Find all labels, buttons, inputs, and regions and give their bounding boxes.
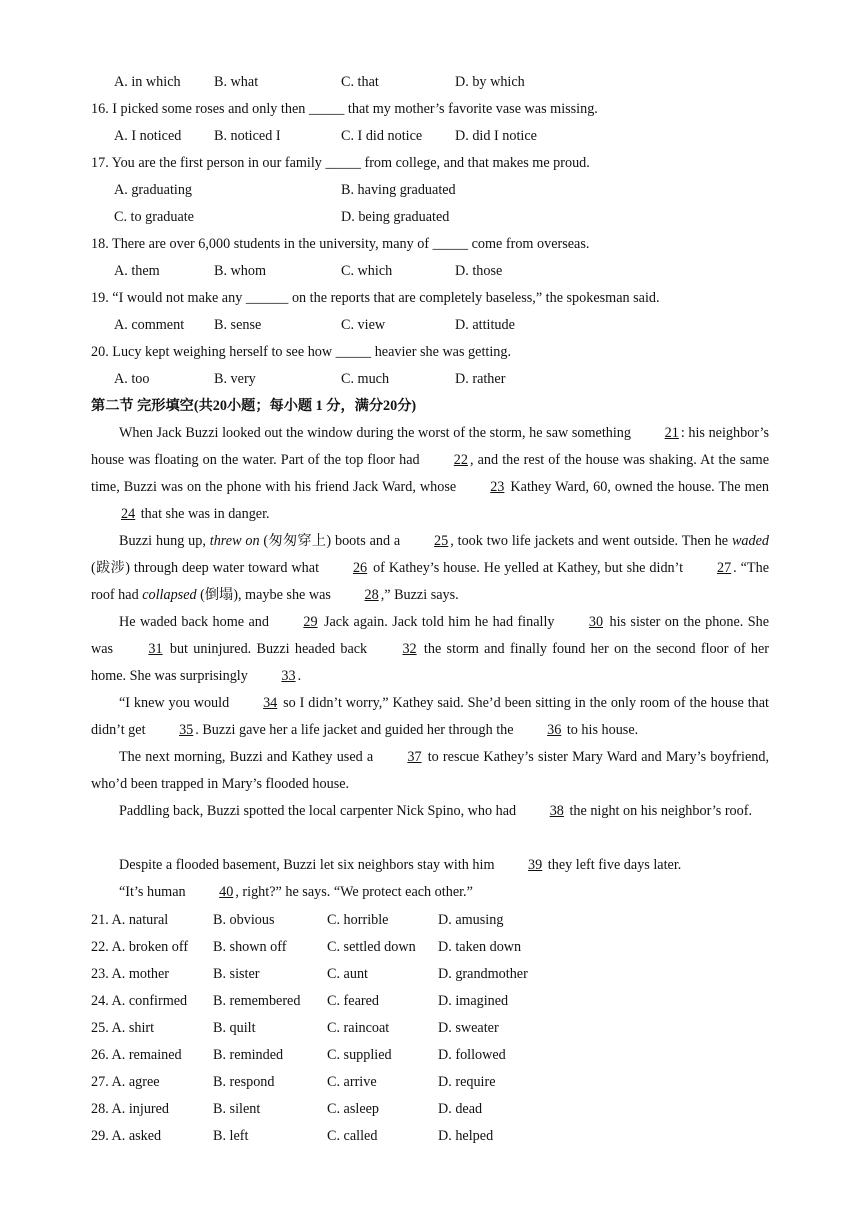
choice-a: 26. A. remained — [91, 1047, 182, 1063]
choice-a: 27. A. agree — [91, 1074, 160, 1090]
option-c: C. to graduate — [114, 209, 194, 225]
option-a: A. graduating — [114, 182, 193, 198]
choice-d: D. followed — [438, 1047, 506, 1063]
choice-d: D. amusing — [438, 912, 504, 928]
passage-text: . — [297, 668, 302, 684]
choice-c: C. settled down — [327, 939, 416, 955]
passage-text: “It’s human — [119, 884, 190, 900]
option-b: B. having graduated — [341, 182, 456, 198]
choice-a: 28. A. injured — [91, 1101, 170, 1117]
q17-stem: 17. You are the first person in our family _____ from college, and that makes me proud. — [91, 155, 590, 171]
choice-a: 24. A. confirmed — [91, 993, 188, 1009]
blank-22: 22 — [453, 452, 468, 468]
option-b: B. noticed I — [214, 128, 281, 144]
option-d: D. those — [455, 263, 503, 279]
choice-a: 29. A. asked — [91, 1128, 162, 1144]
passage-text: He waded back home and — [119, 614, 274, 630]
choice-b: B. sister — [213, 966, 260, 982]
blank-26: 26 — [352, 560, 368, 576]
q18-stem: 18. There are over 6,000 students in the university, many of _____ come from overseas. — [91, 236, 590, 252]
choice-b: B. shown off — [213, 939, 287, 955]
choice-c: C. asleep — [327, 1101, 380, 1117]
choice-d: D. helped — [438, 1128, 494, 1144]
italic-term: threw on — [209, 533, 260, 549]
passage-paragraph-3 — [91, 609, 769, 690]
choice-b: B. respond — [213, 1074, 275, 1090]
blank-28: 28 — [364, 587, 379, 603]
passage-text: so I didn’t worry,” Kathey said. She’d been sitting in the only room of the house that didn’t get — [91, 695, 769, 738]
passage-paragraph-5 — [91, 744, 769, 798]
q16-stem: 16. I picked some roses and only then _____ that my mother’s favorite vase was missing. — [91, 101, 598, 117]
passage-text: , and the rest of the house was shaking. At the same time, Buzzi was on the phone with his friend Jack Ward, whose — [91, 452, 770, 495]
option-d: D. attitude — [455, 317, 515, 333]
option-d: D. rather — [455, 371, 506, 387]
blank-32: 32 — [402, 641, 417, 657]
passage-text: of Kathey’s house. He yelled at Kathey, but she didn’t — [369, 560, 687, 576]
q20-stem: 20. Lucy kept weighing herself to see how _____ heavier she was getting. — [91, 344, 511, 360]
passage-text: Paddling back, Buzzi spotted the local carpenter Nick Spino, who had — [119, 803, 520, 819]
option-a: A. too — [114, 371, 150, 387]
passage-text: Jack again. Jack told him he had finally — [319, 614, 559, 630]
passage-text: (匆匆穿上) boots and a — [259, 533, 405, 549]
passage-text: “I knew you would — [119, 695, 234, 711]
blank-39: 39 — [528, 857, 543, 873]
option-b: B. very — [214, 371, 256, 387]
passage-text: . “The roof had — [91, 560, 769, 603]
choice-b: B. reminded — [213, 1047, 284, 1063]
choice-b: B. remembered — [213, 993, 301, 1009]
option-c: C. much — [341, 371, 390, 387]
option-c: C. that — [341, 74, 379, 90]
passage-text: Despite a flooded basement, Buzzi let six neighbors stay with him — [119, 857, 499, 873]
q19-stem: 19. “I would not make any ______ on the reports that are completely baseless,” the spokesman said. — [91, 290, 660, 306]
blank-36: 36 — [547, 722, 562, 738]
choice-a: 25. A. shirt — [91, 1020, 155, 1036]
choice-d: D. require — [438, 1074, 496, 1090]
passage-text: . Buzzi gave her a life jacket and guided her through the — [195, 722, 518, 738]
choice-c: C. supplied — [327, 1047, 392, 1063]
blank-23: 23 — [490, 479, 505, 495]
passage-paragraph-2 — [91, 528, 769, 609]
choice-c: C. arrive — [327, 1074, 377, 1090]
choice-b: B. obvious — [213, 912, 275, 928]
option-d: D. did I notice — [455, 128, 537, 144]
option-a: A. them — [114, 263, 160, 279]
option-c: C. I did notice — [341, 128, 423, 144]
choice-d: D. sweater — [438, 1020, 499, 1036]
passage-text: his sister on the phone. She was — [91, 614, 769, 657]
blank-38: 38 — [549, 803, 564, 819]
passage-text: to his house. — [563, 722, 639, 738]
choice-c: C. horrible — [327, 912, 389, 928]
passage-text: When Jack Buzzi looked out the window during the worst of the storm, he saw something — [119, 425, 635, 441]
passage-text: , right?” he says. “We protect each other.” — [235, 884, 473, 900]
passage-text: , took two life jackets and went outside. Then he — [450, 533, 732, 549]
blank-30: 30 — [588, 614, 604, 630]
choice-c: C. called — [327, 1128, 378, 1144]
choice-b: B. left — [213, 1128, 249, 1144]
choice-c: C. feared — [327, 993, 379, 1009]
choice-d: D. dead — [438, 1101, 483, 1117]
section-heading: 第二节 完形填空(共20小题；每小题 1 分，满分20分) — [91, 398, 417, 414]
passage-text: the night on his neighbor’s roof. — [565, 803, 753, 819]
italic-term: collapsed — [142, 587, 197, 603]
choice-c: C. aunt — [327, 966, 368, 982]
blank-35: 35 — [179, 722, 194, 738]
choice-b: B. quilt — [213, 1020, 256, 1036]
passage-paragraph-7 — [91, 852, 769, 879]
blank-40: 40 — [219, 884, 234, 900]
passage-text: : his neighbor’s house was floating on the water. Part of the top floor had — [91, 425, 770, 468]
passage-paragraph-6 — [91, 798, 769, 825]
option-a: A. I noticed — [114, 128, 182, 144]
passage-paragraph-8 — [91, 879, 769, 906]
option-c: C. which — [341, 263, 393, 279]
passage-text: (跋涉) through deep water toward what — [91, 560, 323, 576]
passage-text: Buzzi hung up, — [119, 533, 210, 549]
passage-paragraph-1 — [91, 420, 769, 528]
option-a: A. in which — [114, 74, 181, 90]
passage-text: The next morning, Buzzi and Kathey used a — [119, 749, 378, 765]
blank-37: 37 — [407, 749, 422, 765]
passage-text: they left five days later. — [544, 857, 682, 873]
passage-paragraph-4 — [91, 690, 769, 744]
option-c: C. view — [341, 317, 386, 333]
blank-27: 27 — [716, 560, 732, 576]
blank-29: 29 — [303, 614, 318, 630]
blank-31: 31 — [148, 641, 163, 657]
choice-a: 21. A. natural — [91, 912, 169, 928]
passage-text: (倒塌), maybe she was — [196, 587, 335, 603]
choice-d: D. grandmother — [438, 966, 528, 982]
choice-a: 23. A. mother — [91, 966, 170, 982]
passage-text: to rescue Kathey’s sister Mary Ward and Mary’s boyfriend, who’d been trapped in Mary’s flooded house. — [91, 749, 769, 792]
blank-33: 33 — [281, 668, 296, 684]
option-a: A. comment — [114, 317, 185, 333]
choice-b: B. silent — [213, 1101, 261, 1117]
passage-text: Kathey Ward, 60, owned the house. The men — [506, 479, 769, 495]
option-d: D. by which — [455, 74, 525, 90]
blank-34: 34 — [263, 695, 278, 711]
option-d: D. being graduated — [341, 209, 450, 225]
blank-21: 21 — [664, 425, 679, 441]
option-b: B. what — [214, 74, 259, 90]
blank-24: 24 — [121, 506, 136, 522]
choice-c: C. raincoat — [327, 1020, 390, 1036]
passage-text: but uninjured. Buzzi headed back — [164, 641, 373, 657]
choice-a: 22. A. broken off — [91, 939, 189, 955]
choice-d: D. taken down — [438, 939, 522, 955]
choice-d: D. imagined — [438, 993, 509, 1009]
italic-term: waded — [731, 533, 769, 549]
passage-text: ,” Buzzi says. — [380, 587, 459, 603]
blank-25: 25 — [434, 533, 449, 549]
option-b: B. sense — [214, 317, 262, 333]
passage-text: the storm and finally found her on the second floor of her home. She was surprisingly — [91, 641, 769, 684]
option-b: B. whom — [214, 263, 267, 279]
passage-text: that she was in danger. — [137, 506, 270, 522]
